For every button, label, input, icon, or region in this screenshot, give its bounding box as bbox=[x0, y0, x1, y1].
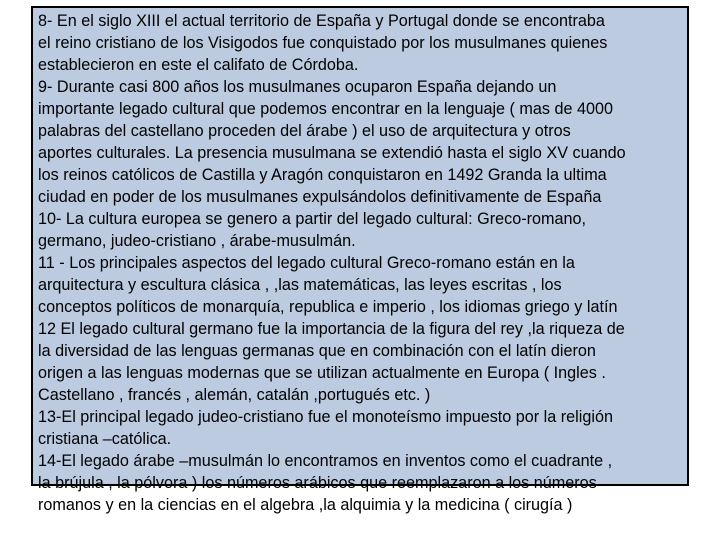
paragraph-11: 11 - Los principales aspectos del legado cultural Greco-romano están en la arquitectura y escultura clásica , ,las matemáticas, las leyes escritas , los conceptos políticos de monarquía, republica e imperio , los idiomas griego y latín bbox=[38, 254, 618, 316]
paragraph-8: 8- En el siglo XIII el actual territorio de España y Portugal donde se encontraba el reino cristiano de los Visigodos fue conquistado por los musulmanes quienes establecieron en este el califato de Córdoba. bbox=[38, 12, 608, 74]
paragraph-9: 9- Durante casi 800 años los musulmanes ocuparon España dejando un importante legado cultural que podemos encontrar en la lenguaje ( mas de 4000 palabras del castellano proceden del árabe ) el uso de arquitectura y otros aportes culturales. La presencia musulmana se extendió hasta el siglo XV cuando los reinos católicos de Castilla y Aragón conquistaron en 1492 Granda la ultima ciudad en poder de los musulmanes expulsándolos definitivamente de España bbox=[38, 78, 626, 206]
paragraph-12: 12 El legado cultural germano fue la importancia de la figura del rey ,la riqueza de la diversidad de las lenguas germanas que en combinación con el latín dieron origen a las lenguas modernas que se utilizan actualmente en Europa ( Ingles . Castellano , francés , alemán, catalán ,portugués etc. ) bbox=[38, 320, 625, 404]
paragraph-14: 14-El legado árabe –musulmán lo encontramos en inventos como el cuadrante , la brújula , la pólvora ) los números arábicos que reemplazaron a los números romanos y en la ciencias en el algebra ,la alquimia y la medicina ( cirugía ) bbox=[38, 452, 613, 514]
text-body bbox=[38, 10, 694, 516]
paragraph-13: 13-El principal legado judeo-cristiano fue el monoteísmo impuesto por la religión cristiana –católica. bbox=[38, 408, 613, 448]
paragraph-10: 10- La cultura europea se genero a partir del legado cultural: Greco-romano, germano, judeo-cristiano , árabe-musulmán. bbox=[38, 210, 586, 250]
